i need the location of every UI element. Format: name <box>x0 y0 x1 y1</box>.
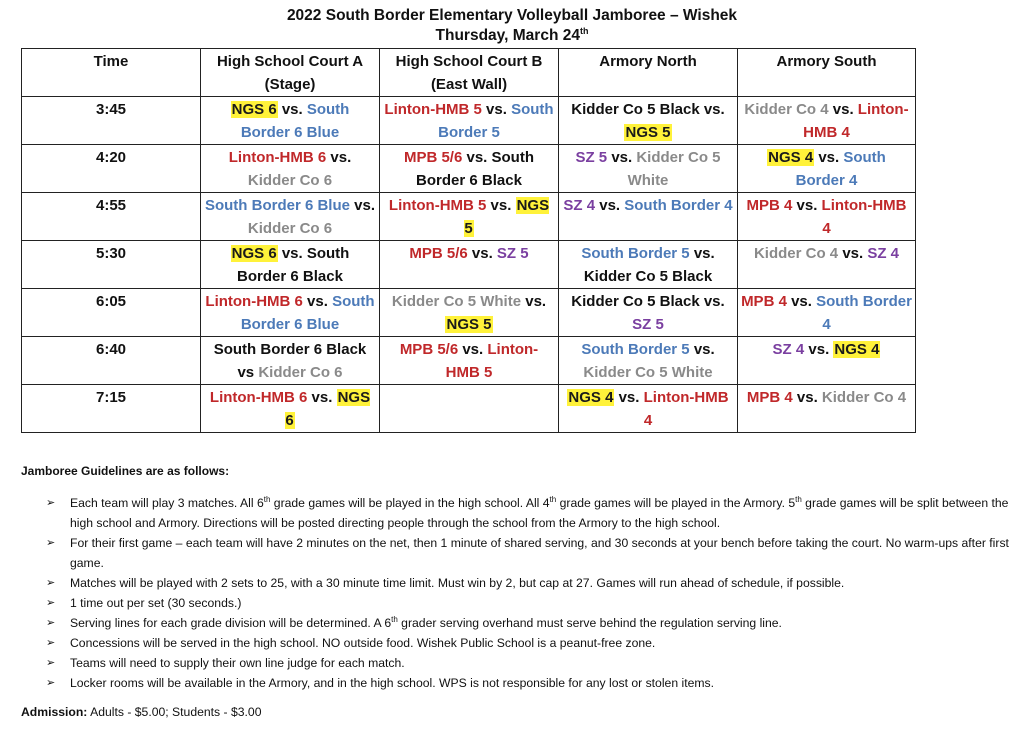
match-text: vs. <box>814 149 844 166</box>
schedule-row <box>22 241 916 289</box>
arrow-bullet-icon: ➢ <box>46 537 56 549</box>
time-cell: 6:40 <box>22 337 201 385</box>
team-name: South Border 5 <box>581 341 690 358</box>
match-cell-armory-north <box>559 337 738 385</box>
match-text: vs. <box>792 197 822 214</box>
guideline-text: 1 time out per set (30 seconds.) <box>70 596 242 610</box>
team-name: NGS 6 <box>231 101 277 118</box>
team-name: Linton-HMB 5 <box>384 101 482 118</box>
ordinal-suffix: th <box>391 614 398 624</box>
schedule-row <box>22 289 916 337</box>
team-name: South Border 6 Blue <box>240 101 350 141</box>
match-text: vs. South Border 6 Black <box>237 245 350 285</box>
match-text: vs. <box>828 101 858 118</box>
match-text: vs. <box>595 197 625 214</box>
team-name: South Border 4 <box>624 197 733 214</box>
match-cell-court-b <box>380 97 559 145</box>
guideline-text: Matches will be played with 2 sets to 25, with a 30 minute time limit. Must win by 2, but cap at 27. Games will run ahead of schedule, if possible. <box>70 576 845 590</box>
guidelines-list <box>46 493 1016 693</box>
team-name: South Border 6 Blue <box>240 293 375 333</box>
team-name: Kidder Co 5 White <box>627 149 721 189</box>
team-name: Kidder Co 5 White <box>583 364 713 381</box>
arrow-bullet-icon: ➢ <box>46 637 56 649</box>
match-text: vs. <box>804 341 834 358</box>
team-name: Kidder Co 4 <box>744 101 829 118</box>
header-time: Time <box>22 49 201 97</box>
match-cell-court-a <box>201 241 380 289</box>
time-cell: 3:45 <box>22 97 201 145</box>
guideline-item <box>46 593 1016 613</box>
team-name: SZ 4 <box>867 245 900 262</box>
match-text: vs. <box>786 293 817 310</box>
match-text: vs. <box>607 149 637 166</box>
match-cell-armory-north <box>559 97 738 145</box>
header-armory-south: Armory South <box>738 49 916 97</box>
arrow-bullet-icon: ➢ <box>46 657 56 669</box>
team-name: Linton-HMB 4 <box>803 101 909 141</box>
date-text: Thursday, March 24 <box>435 27 580 44</box>
guideline-item <box>46 673 1016 693</box>
team-name: Linton-HMB 6 <box>209 389 308 406</box>
header-armory-north: Armory North <box>559 49 738 97</box>
header-court-b: High School Court B (East Wall) <box>380 49 559 97</box>
time-cell: 6:05 <box>22 289 201 337</box>
match-cell-court-b <box>380 385 559 433</box>
match-cell-armory-south <box>738 337 916 385</box>
guideline-text: Each team will play 3 matches. All 6 <box>70 496 264 510</box>
match-cell-court-a <box>201 97 380 145</box>
match-text: vs. <box>307 389 337 406</box>
admission-line <box>21 705 261 719</box>
schedule-header-row <box>22 49 916 97</box>
team-name: SZ 4 <box>772 341 805 358</box>
match-cell-court-a <box>201 289 380 337</box>
match-text: vs. Kidder Co 5 Black <box>583 245 715 285</box>
team-name: NGS 6 <box>231 245 277 262</box>
team-name: SZ 5 <box>496 245 529 262</box>
match-text: vs. <box>689 341 715 358</box>
team-name: Kidder Co 5 White <box>391 293 522 310</box>
match-text: Kidder Co 5 Black vs. <box>571 293 725 310</box>
guideline-text: grader serving overhand must serve behind the regulation serving line. <box>397 616 782 630</box>
schedule-table <box>21 48 916 433</box>
guideline-item <box>46 613 1016 633</box>
guideline-text: Serving lines for each grade division will be determined. A 6 <box>70 616 392 630</box>
team-name: Linton-HMB 4 <box>643 389 729 429</box>
match-text: vs. <box>326 149 352 166</box>
match-text: vs. <box>458 341 488 358</box>
match-cell-armory-south <box>738 241 916 289</box>
team-name: NGS 4 <box>568 389 614 406</box>
team-name: Kidder Co 6 <box>258 364 343 381</box>
match-text: vs. <box>481 101 512 118</box>
team-name: Linton-HMB 4 <box>821 197 907 237</box>
admission-prices: Adults - $5.00; Students - $3.00 <box>87 705 262 719</box>
team-name: South Border 5 <box>581 245 690 262</box>
match-text: Kidder Co 5 Black vs. <box>571 101 725 118</box>
team-name: MPB 4 <box>746 389 793 406</box>
team-name: NGS 5 <box>625 124 671 141</box>
guidelines-heading: Jamboree Guidelines are as follows: <box>21 464 230 478</box>
guideline-text: For their first game – each team will have 2 minutes on the net, then 1 minute of shared serving, and 30 seconds at your bench before taking the court. No warm-ups after first game. <box>70 536 1009 570</box>
team-name: MPB 5/6 <box>409 245 468 262</box>
team-name: Linton-HMB 6 <box>205 293 303 310</box>
guideline-item <box>46 493 1016 533</box>
team-name: SZ 5 <box>575 149 608 166</box>
time-cell: 4:20 <box>22 145 201 193</box>
match-text: vs. South Border 6 Black <box>416 149 535 189</box>
team-name: Kidder Co 4 <box>753 245 839 262</box>
ordinal-suffix: th <box>263 494 271 504</box>
match-cell-court-b <box>380 145 559 193</box>
schedule-row <box>22 145 916 193</box>
guideline-item <box>46 633 1016 653</box>
ordinal-suffix: th <box>549 494 557 504</box>
schedule-row <box>22 193 916 241</box>
match-cell-armory-north <box>559 193 738 241</box>
team-name: NGS 4 <box>834 341 880 358</box>
match-cell-armory-north <box>559 289 738 337</box>
ordinal-suffix: th <box>795 494 802 504</box>
team-name: South Border 4 <box>795 149 886 189</box>
match-cell-court-a <box>201 145 380 193</box>
team-name: SZ 5 <box>632 316 664 333</box>
team-name: MPB 5/6 <box>399 341 459 358</box>
match-cell-armory-south <box>738 145 916 193</box>
admission-label: Admission: <box>21 705 88 719</box>
team-name: MPB 5/6 <box>403 149 463 166</box>
guideline-text: Locker rooms will be available in the Armory, and in the high school. WPS is not responsible for any lost or stolen items. <box>70 676 714 690</box>
match-text: vs. <box>486 197 516 214</box>
team-name: Linton-HMB 5 <box>445 341 539 381</box>
guideline-text: Teams will need to supply their own line judge for each match. <box>70 656 405 670</box>
team-name: NGS 6 <box>285 389 371 429</box>
guideline-item <box>46 653 1016 673</box>
guideline-text: grade games will be split between the high school and Armory. Directions will be posted directing people through the school from the Armory to the high school. <box>70 496 1009 530</box>
document-title: 2022 South Border Elementary Volleyball Jamboree – Wishek <box>286 7 738 24</box>
match-text: vs. <box>792 389 822 406</box>
match-cell-armory-north <box>559 385 738 433</box>
match-cell-court-b <box>380 241 559 289</box>
team-name: South Border 5 <box>438 101 554 141</box>
team-name: NGS 5 <box>464 197 550 237</box>
team-name: Linton-HMB 6 <box>228 149 327 166</box>
time-cell: 5:30 <box>22 241 201 289</box>
document-date <box>0 26 1024 45</box>
arrow-bullet-icon: ➢ <box>46 497 56 509</box>
match-cell-court-a <box>201 337 380 385</box>
arrow-bullet-icon: ➢ <box>46 577 56 589</box>
guideline-item <box>46 573 1016 593</box>
match-cell-court-b <box>380 193 559 241</box>
arrow-bullet-icon: ➢ <box>46 597 56 609</box>
guideline-text: Concessions will be served in the high school. NO outside food. Wishek Public School is a peanut-free zone. <box>70 636 656 650</box>
team-name: South Border 4 <box>816 293 912 333</box>
match-text: vs. <box>467 245 497 262</box>
match-cell-court-a <box>201 385 380 433</box>
team-name: SZ 4 <box>563 197 596 214</box>
match-cell-armory-north <box>559 145 738 193</box>
match-text: South Border 6 Black vs <box>213 341 367 381</box>
team-name: MPB 4 <box>741 293 787 310</box>
match-cell-court-b <box>380 289 559 337</box>
team-name: Kidder Co 6 <box>247 172 333 189</box>
match-cell-armory-south <box>738 289 916 337</box>
arrow-bullet-icon: ➢ <box>46 677 56 689</box>
team-name: Linton-HMB 5 <box>388 197 487 214</box>
schedule-body <box>22 97 916 433</box>
match-cell-armory-south <box>738 385 916 433</box>
schedule-row <box>22 337 916 385</box>
match-cell-court-b <box>380 337 559 385</box>
team-name: South Border 6 Blue <box>204 197 350 214</box>
team-name: Kidder Co 4 <box>821 389 907 406</box>
guideline-text: grade games will be played in the high school. All 4 <box>270 496 550 510</box>
team-name: NGS 5 <box>446 316 492 333</box>
match-text: vs. <box>349 197 376 214</box>
schedule-row <box>22 97 916 145</box>
match-text: vs. <box>302 293 333 310</box>
match-cell-armory-south <box>738 97 916 145</box>
match-cell-armory-south <box>738 193 916 241</box>
time-cell: 7:15 <box>22 385 201 433</box>
match-cell-court-a <box>201 193 380 241</box>
header-court-a: High School Court A (Stage) <box>201 49 380 97</box>
match-text: vs. <box>277 101 307 118</box>
team-name: Kidder Co 6 <box>247 220 333 237</box>
guideline-item <box>46 533 1016 573</box>
date-suffix: th <box>579 25 589 36</box>
match-cell-armory-north <box>559 241 738 289</box>
team-name: NGS 4 <box>768 149 814 166</box>
match-text: vs. <box>838 245 868 262</box>
match-text: vs. <box>521 293 547 310</box>
time-cell: 4:55 <box>22 193 201 241</box>
guideline-text: grade games will be played in the Armory. 5 <box>556 496 796 510</box>
team-name: MPB 4 <box>746 197 793 214</box>
arrow-bullet-icon: ➢ <box>46 617 56 629</box>
match-text: vs. <box>614 389 644 406</box>
schedule-row <box>22 385 916 433</box>
